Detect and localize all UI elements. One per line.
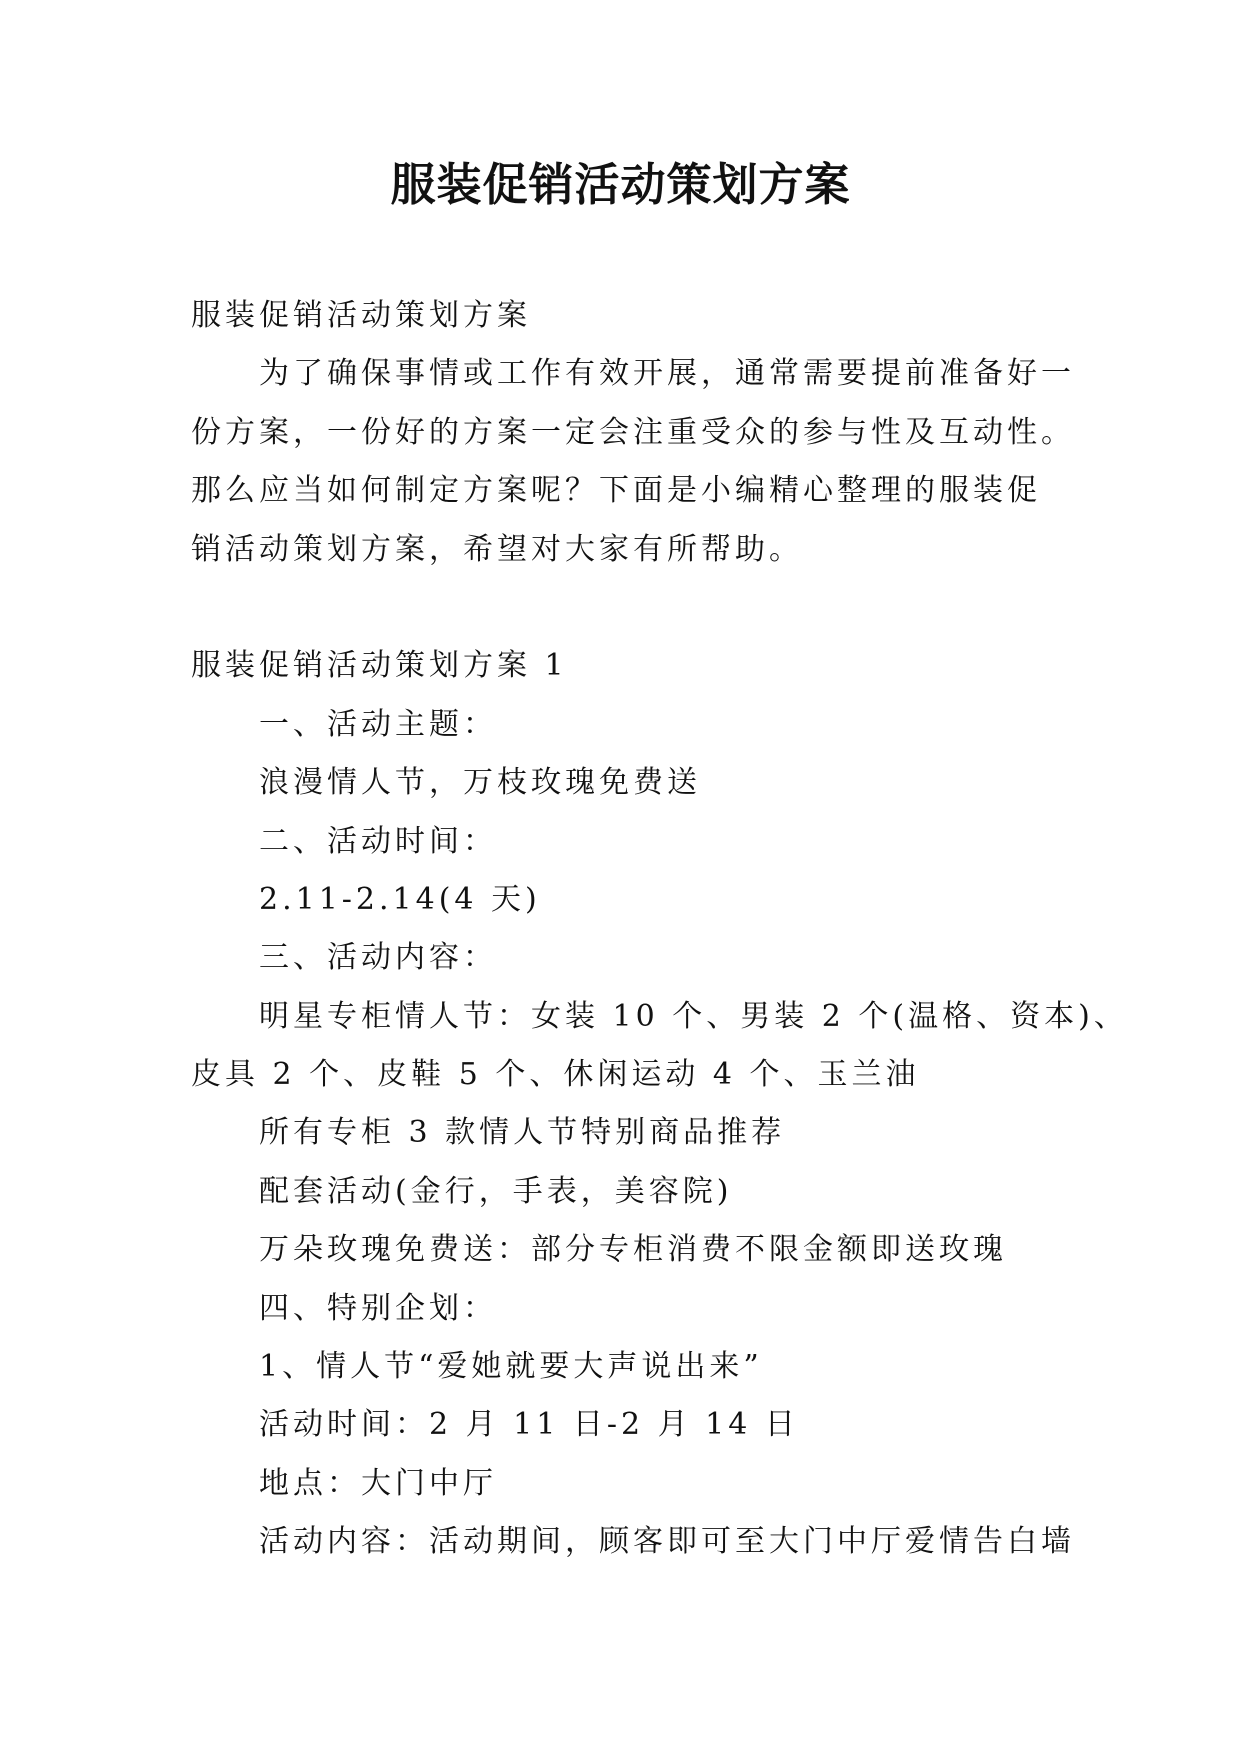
plan-line: 活动时间：2 月 11 日-2 月 14 日 (259, 1407, 799, 1443)
plan-heading: 服装促销活动策划方案 1 (191, 648, 568, 684)
plan-line: 配套活动(金行，手表，美容院) (259, 1173, 733, 1209)
section-heading-special: 四、特别企划： (259, 1290, 497, 1326)
section-heading-time: 二、活动时间： (259, 823, 497, 859)
intro-paragraph-line: 为了确保事情或工作有效开展，通常需要提前准备好一 (259, 356, 1075, 392)
plan-line: 1、情人节“爱她就要大声说出来” (259, 1349, 763, 1385)
blank-line (191, 579, 1091, 637)
plan-line: 活动内容：活动期间，顾客即可至大门中厅爱情告白墙 (259, 1524, 1075, 1560)
document-title: 服装促销活动策划方案 (390, 158, 851, 211)
document-body (191, 287, 1128, 1572)
plan-line: 浪漫情人节，万枝玫瑰免费送 (259, 765, 701, 801)
section-heading-theme: 一、活动主题： (259, 706, 497, 742)
intro-paragraph-line: 销活动策划方案，希望对大家有所帮助。 (191, 531, 803, 567)
plan-line: 2.11-2.14(4 天) (259, 881, 541, 917)
intro-paragraph-line: 份方案，一份好的方案一定会注重受众的参与性及互动性。 (191, 414, 1075, 450)
plan-line: 万朵玫瑰免费送：部分专柜消费不限金额即送玫瑰 (259, 1232, 1007, 1268)
plan-line: 明星专柜情人节：女装 10 个、男装 2 个(温格、资本)、 (259, 998, 1128, 1034)
intro-heading: 服装促销活动策划方案 (191, 298, 531, 333)
plan-line: 皮具 2 个、皮鞋 5 个、休闲运动 4 个、玉兰油 (191, 1057, 920, 1093)
plan-line: 所有专柜 3 款情人节特别商品推荐 (259, 1115, 786, 1151)
section-heading-content: 三、活动内容： (259, 940, 497, 976)
plan-line: 地点：大门中厅 (259, 1465, 497, 1501)
intro-paragraph-line: 那么应当如何制定方案呢？下面是小编精心整理的服装促 (191, 473, 1041, 509)
